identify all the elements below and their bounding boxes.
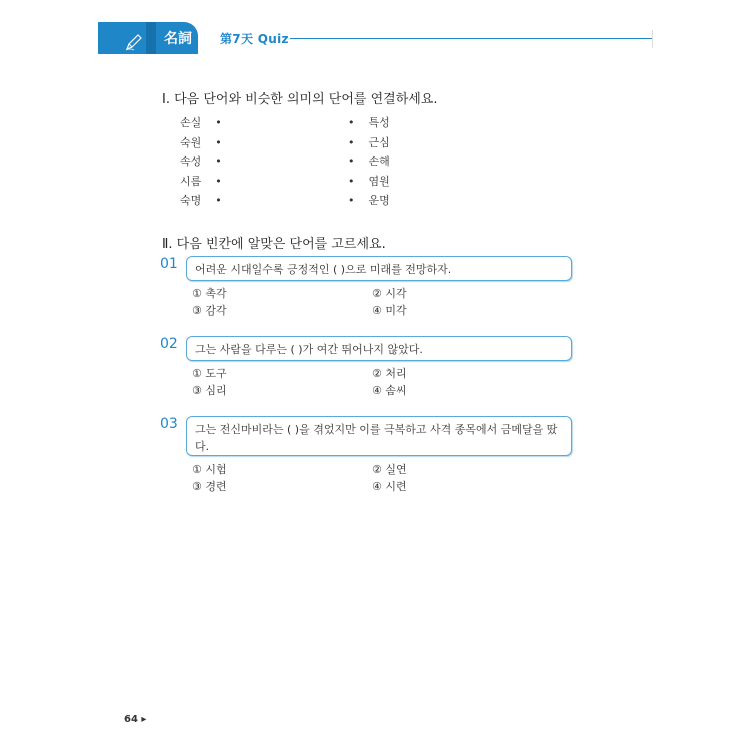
tab-fold [146,22,156,54]
answer-option[interactable]: ③ 감각 [192,304,227,317]
answer-option[interactable]: ① 촉각 [192,287,227,300]
question-box: 그는 사람을 다루는 ( )가 여간 뛰어나지 않았다. [186,336,572,361]
question-number: 01 [160,256,178,272]
header-rule [290,38,652,39]
answer-option[interactable]: ③ 심리 [192,384,227,397]
pen-icon [124,32,144,52]
match-right-item[interactable]: • 손해 [348,155,390,168]
match-left-item[interactable]: 속성 • [180,155,222,168]
answer-option[interactable]: ④ 미각 [372,304,407,317]
match-right-item[interactable]: • 특성 [348,116,390,129]
header-rule-end [652,30,653,48]
answer-option[interactable]: ③ 경련 [192,480,227,493]
match-left-item[interactable]: 시름 • [180,175,222,188]
answer-option[interactable]: ④ 솜씨 [372,384,407,397]
page-number: 64 ▸ [124,714,147,725]
question-box: 어려운 시대일수록 긍정적인 ( )으로 미래를 전망하자. [186,256,572,281]
question-box: 그는 전신마비라는 ( )을 겪었지만 이를 극복하고 사격 종목에서 금메달을 땄다. [186,416,572,456]
header-tab-label: 名詞 [164,31,192,47]
answer-option[interactable]: ① 도구 [192,367,227,380]
question-number: 03 [160,416,178,432]
answer-option[interactable]: ② 시각 [372,287,407,300]
answer-option[interactable]: ④ 시련 [372,480,407,493]
question-number: 02 [160,336,178,352]
match-right-item[interactable]: • 염원 [348,175,390,188]
section1-title: Ⅰ. 다음 단어와 비슷한 의미의 단어를 연결하세요. [162,92,438,107]
answer-option[interactable]: ② 실연 [372,463,407,476]
section2-title: Ⅱ. 다음 빈칸에 알맞은 단어를 고르세요. [162,237,386,252]
match-right-item[interactable]: • 운명 [348,194,390,207]
header-title: 第7天 Quiz [220,32,289,46]
match-left-item[interactable]: 손실 • [180,116,222,129]
answer-option[interactable]: ① 시험 [192,463,227,476]
match-right-item[interactable]: • 근심 [348,136,390,149]
header-tab [98,22,198,54]
match-left-item[interactable]: 숙원 • [180,136,222,149]
answer-option[interactable]: ② 처리 [372,367,407,380]
match-left-item[interactable]: 숙명 • [180,194,222,207]
